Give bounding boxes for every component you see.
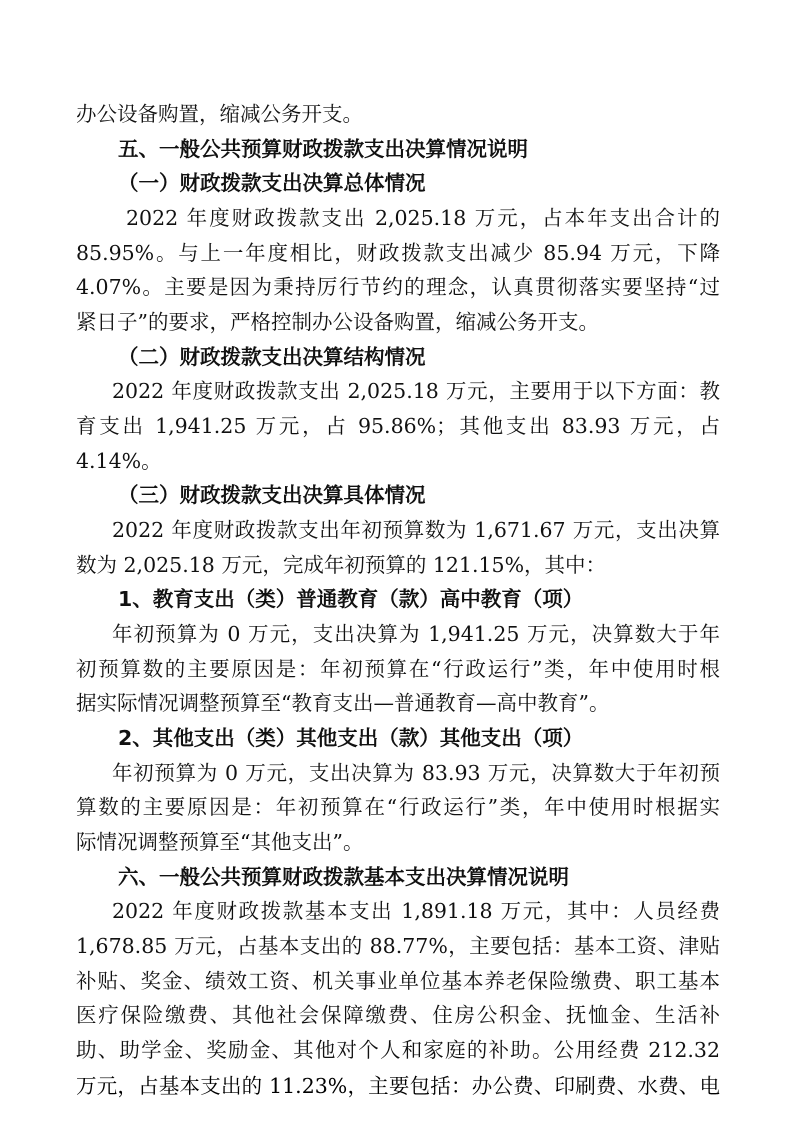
paragraph-line: 紧日子”的要求，严格控制办公设备购置，缩减公务开支。: [76, 310, 599, 334]
subsection-heading: （二）财政拨款支出决算结构情况: [118, 344, 426, 369]
paragraph-line: 补贴、奖金、绩效工资、机关事业单位基本养老保险缴费、职工基本: [76, 968, 720, 993]
paragraph-line: 医疗保险缴费、其他社会保障缴费、住房公积金、抚恤金、生活补: [76, 1003, 720, 1028]
paragraph-line: 算数的主要原因是：年初预算在“行政运行”类，年中使用时根据实: [76, 795, 720, 820]
paragraph-line: 助、助学金、奖励金、其他对个人和家庭的补助。公用经费 212.32: [76, 1038, 720, 1062]
paragraph-line: 年初预算为 0 万元，支出决算为 83.93 万元，决算数大于年初预: [112, 760, 720, 785]
paragraph-line: 2022 年度财政拨款基本支出 1,891.18 万元，其中：人员经费: [112, 899, 720, 924]
paragraph-line: 4.07%。主要是因为秉持厉行节约的理念，认真贯彻落实要坚持“过: [76, 275, 720, 300]
paragraph-line: 际情况调整预算至“其他支出”。: [76, 830, 364, 854]
subsection-heading: （一）财政拨款支出决算总体情况: [118, 171, 426, 196]
item-heading: 1、教育支出（类）普通教育（款）高中教育（项）: [118, 587, 584, 612]
paragraph-line: 4.14%。: [76, 448, 162, 473]
paragraph-line: 办公设备购置，缩减公务开支。: [76, 102, 363, 126]
paragraph-line: 据实际情况调整预算至“教育支出—普通教育—高中教育”。: [76, 691, 610, 716]
paragraph-line: 初预算数的主要原因是：年初预算在“行政运行”类，年中使用时根: [76, 656, 720, 681]
paragraph-line: 1,678.85 万元，占基本支出的 88.77%，主要包括：基本工资、津贴: [76, 934, 720, 958]
paragraph-line: 2022 年度财政拨款支出年初预算数为 1,671.67 万元，支出决算: [112, 518, 720, 542]
item-heading: 2、其他支出（类）其他支出（款）其他支出（项）: [118, 726, 584, 750]
paragraph-line: 2022 年度财政拨款支出 2,025.18 万元，占本年支出合计的: [126, 206, 720, 230]
section-heading: 五、一般公共预算财政拨款支出决算情况说明: [118, 136, 528, 161]
paragraph-line: 2022 年度财政拨款支出 2,025.18 万元，主要用于以下方面：教: [112, 379, 720, 404]
paragraph-line: 数为 2,025.18 万元，完成年初预算的 121.15%，其中：: [76, 552, 607, 577]
paragraph-line: 年初预算为 0 万元，支出决算为 1,941.25 万元，决算数大于年: [112, 622, 720, 646]
paragraph-line: 85.95%。与上一年度相比，财政拨款支出减少 85.94 万元，下降: [76, 240, 720, 265]
paragraph-line: 育支出 1,941.25 万元，占 95.86%；其他支出 83.93 万元，占: [76, 414, 720, 438]
section-heading: 六、一般公共预算财政拨款基本支出决算情况说明: [118, 864, 569, 889]
subsection-heading: （三）财政拨款支出决算具体情况: [118, 483, 426, 508]
paragraph-line-last: 万元，占基本支出的 11.23%，主要包括：办公费、印刷费、水费、电: [76, 1074, 720, 1098]
